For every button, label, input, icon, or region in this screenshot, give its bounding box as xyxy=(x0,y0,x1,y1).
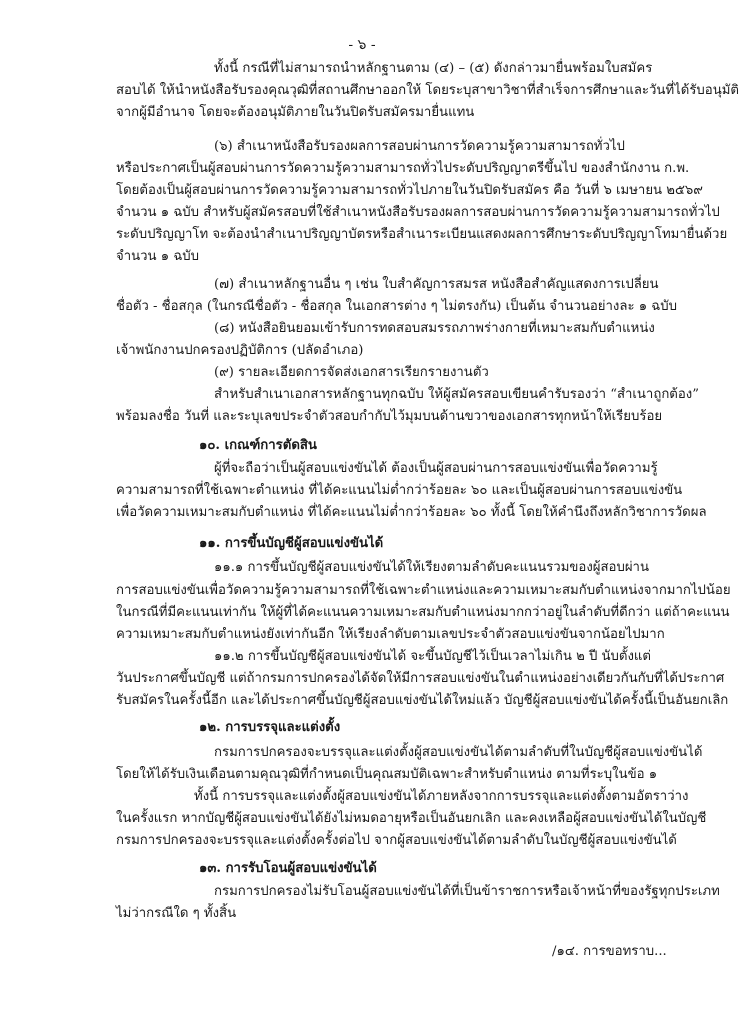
paragraph-line: (๖) สำเนาหนังสือรับรองผลการสอบผ่านการวัดความรู้ความสามารถทั่วไป xyxy=(214,139,625,154)
page-number: - ๖ - xyxy=(348,37,376,53)
paragraph-line: ความเหมาะสมกับตำแหน่งยังเท่ากันอีก ให้เรียงลำดับตามเลขประจำตัวสอบแข่งขันจากน้อยไปมาก xyxy=(116,627,665,642)
paragraph-line: ๑๑.๒ การขึ้นบัญชีผู้สอบแข่งขันได้ จะขึ้นบัญชีไว้เป็นเวลาไม่เกิน ๒ ปี นับตั้งแต่ xyxy=(214,649,651,664)
section-heading: ๑๑. การขึ้นบัญชีผู้สอบแข่งขันได้ xyxy=(199,536,384,551)
paragraph-line: ไม่ว่ากรณีใด ๆ ทั้งสิ้น xyxy=(116,906,237,921)
paragraph-line: (๙) รายละเอียดการจัดส่งเอกสารเรียกรายงานตัว xyxy=(214,365,489,380)
paragraph-line: กรมการปกครองจะบรรจุและแต่งตั้งครั้งต่อไป จากผู้สอบแข่งขันได้ตามลำดับในบัญชีผู้สอบแข่งขันได้ xyxy=(116,833,677,848)
paragraph-line: (๗) สำเนาหลักฐานอื่น ๆ เช่น ใบสำคัญการสมรส หนังสือสำคัญแสดงการเปลี่ยน xyxy=(214,277,659,292)
paragraph-line: สอบได้ ให้นำหนังสือรับรองคุณวุฒิที่สถานศึกษาออกให้ โดยระบุสาขาวิชาที่สำเร็จการศึกษาและวันที่ได้รับอนุมัติ xyxy=(116,83,739,98)
paragraph-line: โดยให้ได้รับเงินเดือนตามคุณวุฒิที่กำหนดเป็นคุณสมบัติเฉพาะสำหรับตำแหน่ง ตามที่ระบุในข้อ ๑ xyxy=(116,767,658,782)
paragraph-line: (๘) หนังสือยินยอมเข้ารับการทดสอบสมรรถภาพร่างกายที่เหมาะสมกับตำแหน่ง xyxy=(214,321,655,336)
paragraph-line: กรมการปกครองจะบรรจุและแต่งตั้งผู้สอบแข่งขันได้ตามลำดับที่ในบัญชีผู้สอบแข่งขันได้ xyxy=(214,745,703,760)
section-heading: ๑๒. การบรรจุและแต่งตั้ง xyxy=(199,720,341,735)
section-heading: ๑๓. การรับโอนผู้สอบแข่งขันได้ xyxy=(199,861,377,876)
paragraph-line: พร้อมลงชื่อ วันที่ และระบุเลขประจำตัวสอบกำกับไว้มุมบนด้านขวาของเอกสารทุกหน้าให้เรียบร้อย xyxy=(116,409,663,424)
paragraph-line: ความสามารถที่ใช้เฉพาะตำแหน่ง ที่ได้คะแนนไม่ต่ำกว่าร้อยละ ๖๐ และเป็นผู้สอบผ่านการสอบแข่งขัน xyxy=(116,483,683,498)
paragraph-line: รับสมัครในครั้งนี้อีก และได้ประกาศขึ้นบัญชีผู้สอบแข่งขันได้ใหม่แล้ว บัญชีผู้สอบแข่งขันได้ครั้งนี้เป็นอันยกเลิก xyxy=(116,693,729,708)
paragraph-line: เจ้าพนักงานปกครองปฏิบัติการ (ปลัดอำเภอ) xyxy=(116,343,364,358)
paragraph-line: กรมการปกครองไม่รับโอนผู้สอบแข่งขันได้ที่เป็นข้าราชการหรือเจ้าหน้าที่ของรัฐทุกประเภท xyxy=(214,884,720,899)
paragraph-line: ในครั้งแรก หากบัญชีผู้สอบแข่งขันได้ยังไม่หมดอายุหรือเป็นอันยกเลิก และคงเหลือผู้สอบแข่งขันได้ในบัญชี xyxy=(116,811,707,826)
section-heading: ๑๐. เกณฑ์การตัดสิน xyxy=(199,438,317,453)
paragraph-line: จากผู้มีอำนาจ โดยจะต้องอนุมัติภายในวันปิดรับสมัครมายื่นแทน xyxy=(116,105,475,120)
paragraph-line: ๑๑.๑ การขึ้นบัญชีผู้สอบแข่งขันได้ให้เรียงตามลำดับคะแนนรวมของผู้สอบผ่าน xyxy=(214,560,649,575)
paragraph-line: ชื่อตัว - ชื่อสกุล (ในกรณีชื่อตัว - ชื่อสกุล ในเอกสารต่าง ๆ ไม่ตรงกัน) เป็นต้น จำนวนอย่างละ ๑ ฉบับ xyxy=(116,299,678,314)
paragraph-line: ทั้งนี้ กรณีที่ไม่สามารถนำหลักฐานตาม (๔) – (๕) ดังกล่าวมายื่นพร้อมใบสมัคร xyxy=(214,61,653,76)
paragraph-line: หรือประกาศเป็นผู้สอบผ่านการวัดความรู้ความสามารถทั่วไประดับปริญญาตรีขึ้นไป ของสำนักงาน ก.พ. xyxy=(116,161,690,176)
paragraph-line: จำนวน ๑ ฉบับ xyxy=(116,249,200,264)
paragraph-line: จำนวน ๑ ฉบับ สำหรับผู้สมัครสอบที่ใช้สำเนาหนังสือรับรองผลการสอบผ่านการวัดความรู้ความสามารถทั่วไป xyxy=(116,205,720,220)
paragraph-line: โดยต้องเป็นผู้สอบผ่านการวัดความรู้ความสามารถทั่วไปภายในวันปิดรับสมัคร คือ วันที่ ๖ เมษายน ๒๕๖๙ xyxy=(116,183,703,198)
paragraph-line: ในกรณีที่มีคะแนนเท่ากัน ให้ผู้ที่ได้คะแนนความเหมาะสมกับตำแหน่งมากกว่าอยู่ในลำดับที่ดีกว่า แต่ถ้าคะแนน xyxy=(116,605,730,620)
paragraph-line: สำหรับสำเนาเอกสารหลักฐานทุกฉบับ ให้ผู้สมัครสอบเขียนคำรับรองว่า “สำเนาถูกต้อง” xyxy=(214,387,699,402)
paragraph-line: วันประกาศขึ้นบัญชี แต่ถ้ากรมการปกครองได้จัดให้มีการสอบแข่งขันในตำแหน่งอย่างเดียวกันกับที่ได้ประกาศ xyxy=(116,671,725,686)
paragraph-line: ระดับปริญญาโท จะต้องนำสำเนาปริญญาบัตรหรือสำเนาระเบียนแสดงผลการศึกษาระดับปริญญาโทมายื่นด้วย xyxy=(116,227,728,242)
paragraph-line: การสอบแข่งขันเพื่อวัดความรู้ความสามารถที่ใช้เฉพาะตำแหน่งและความเหมาะสมกับตำแหน่งจากมากไปน้อย xyxy=(116,583,731,598)
paragraph-line: เพื่อวัดความเหมาะสมกับตำแหน่ง ที่ได้คะแนนไม่ต่ำกว่าร้อยละ ๖๐ ทั้งนี้ โดยให้คำนึงถึงหลักวิชาการวัดผล xyxy=(116,505,707,520)
continuation-footer: /๑๔. การขอทราบ... xyxy=(552,944,667,959)
paragraph-line: ทั้งนี้ การบรรจุและแต่งตั้งผู้สอบแข่งขันได้ภายหลังจากการบรรจุและแต่งตั้งตามอัตราว่าง xyxy=(194,789,689,804)
paragraph-line: ผู้ที่จะถือว่าเป็นผู้สอบแข่งขันได้ ต้องเป็นผู้สอบผ่านการสอบแข่งขันเพื่อวัดความรู้ xyxy=(214,461,658,476)
